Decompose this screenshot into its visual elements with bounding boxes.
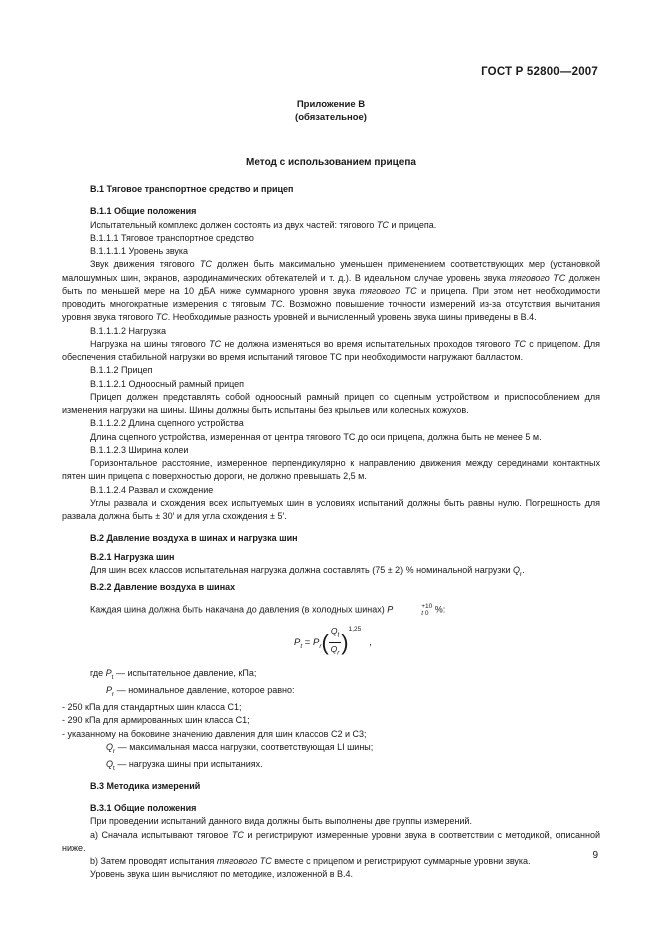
paragraph: Горизонтальное расстояние, измеренное перпендикулярно к направлению движения между серединами контактных пятен шин прицепа с поверхностью дороги, не должно превышать 2,5 м. — [62, 458, 600, 482]
section-b112-heading: В.1.1.2 Прицеп — [90, 365, 153, 376]
paragraph: Прицеп должен представлять собой одноосный рамный прицеп со сцепным устройством и приспособлением для изменения нагрузки на шины. Шины должны быть испытаны без крыльев или колесных кожухов. — [62, 391, 600, 415]
paragraph: b) Затем проводят испытания тягового ТС вместе с прицепом и регистрируют суммарные уровни звука. — [90, 856, 531, 867]
paragraph: Уровень звука шин вычисляют по методике, изложенной в В.4. — [90, 869, 354, 880]
paragraph: а) Сначала испытывают тяговое ТС и регистрируют измеренные уровни звука в соответствии с методикой, описанной ниже. — [62, 829, 600, 853]
section-b31-heading: В.3.1 Общие положения — [90, 803, 197, 814]
paragraph: Для шин всех классов испытательная нагрузка должна составлять (75 ± 2) % номинальной нагрузки $Q_r$. — [90, 564, 525, 578]
appendix-heading — [0, 98, 662, 124]
document-title: Метод с использованием прицепа — [246, 157, 416, 168]
standard-header: ГОСТ Р 52800—2007 — [481, 66, 598, 78]
paragraph: При проведении испытаний данного вида должны быть выполнены две группы измерений. — [90, 816, 472, 827]
paragraph: Нагрузка на шины тягового ТС не должна изменяться во время испытательных проходов тягового ТС с прицепом. Для обеспечения стабильной нагрузки во время испытаний тяговое ТС при необходимости нагружают балластом. — [62, 338, 600, 362]
section-b2-heading: В.2 Давление воздуха в шинах и нагрузка шин — [90, 533, 298, 544]
section-b1112-heading: В.1.1.1.2 Нагрузка — [90, 325, 166, 336]
list-item: - указанному на боковине значению давления для шин классов С2 и С3; — [62, 728, 367, 739]
section-b1121-heading: В.1.1.2.1 Одноосный рамный прицеп — [90, 378, 245, 389]
section-b1124-heading: В.1.1.2.4 Развал и схождение — [90, 484, 214, 495]
pressure-formula: $P_t = P_r$( $\frac{Q_t}{Q_r}$ )$^{1,25}$, — [294, 626, 372, 657]
document-body — [62, 183, 600, 882]
paragraph: Звук движения тягового ТС должен быть максимально уменьшен применением соответствующих мер (установкой малошумных шин, экранов, аэродинамических обтекателей и т. д.). В идеальном случае уровень звука тягового ТС должен быть по меньшей мере на 10 дБА ниже суммарного уровня звука тягового ТС и прицепа. При этом нет необходимости проводить многократные измерения с тяговым ТС. Возможно повышение точности измерений из-за отсутствия вычитания уровня звука тягового ТС. Необходимые разность уровней и вычисленный уровень звука шины приведены в В.4. — [62, 259, 600, 323]
paragraph: Каждая шина должна быть накачана до давления (в холодных шинах) P +10 t 0 %: — [90, 603, 446, 618]
definition: $P_r$ — номинальное давление, которое равно: — [106, 685, 295, 698]
section-b21-heading: В.2.1 Нагрузка шин — [90, 551, 175, 562]
section-b3-heading: В.3 Методика измерений — [90, 780, 201, 791]
definition: $Q_r$ — максимальная масса нагрузки, соответствующая LI шины; — [106, 741, 374, 755]
list-item: - 290 кПа для армированных шин класса С1; — [62, 715, 250, 726]
section-b22-heading: В.2.2 Давление воздуха в шинах — [90, 581, 236, 592]
section-b1111-heading: В.1.1.1.1 Уровень звука — [90, 246, 189, 256]
paragraph: Углы развала и схождения всех испытуемых шин в условиях испытаний должны быть равны нулю. Погрешность для развала должна быть ± 30′ и для угла схождения ± 5′. — [62, 497, 600, 521]
section-b111-heading: В.1.1.1 Тяговое транспортное средство — [90, 232, 254, 243]
appendix-title: Приложение В — [296, 99, 366, 110]
page-number: 9 — [592, 850, 598, 861]
paragraph: Испытательный комплекс должен состоять из двух частей: тягового ТС и прицепа. — [90, 219, 437, 230]
definition: $Q_t$ — нагрузка шины при испытаниях. — [106, 758, 263, 772]
section-b1123-heading: В.1.1.2.3 Ширина колеи — [90, 444, 189, 455]
appendix-status: (обязательное) — [295, 112, 367, 123]
section-b1-heading: В.1 Тяговое транспортное средство и прицеп — [90, 184, 294, 194]
section-b11-heading: В.1.1 Общие положения — [90, 206, 197, 217]
list-item: - 250 кПа для стандартных шин класса С1; — [62, 702, 242, 713]
definition: где $P_t$ — испытательное давление, кПа; — [90, 668, 257, 681]
paragraph: Длина сцепного устройства, измеренная от центра тягового ТС до оси прицепа, должна быть не менее 5 м. — [90, 431, 542, 442]
section-b1122-heading: В.1.1.2.2 Длина сцепного устройства — [90, 418, 244, 429]
